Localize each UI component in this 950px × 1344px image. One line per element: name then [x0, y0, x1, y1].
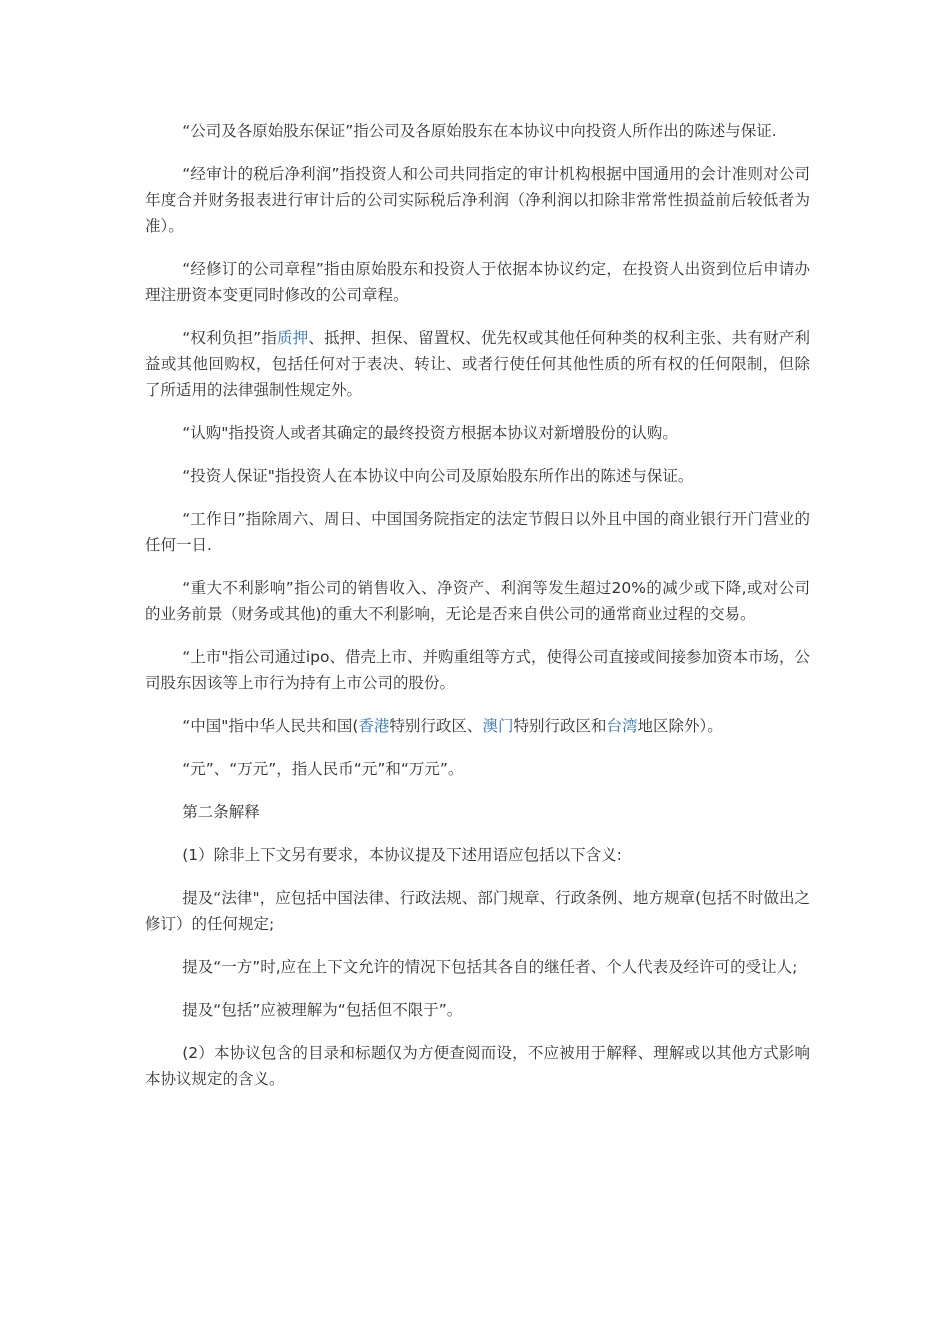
definition-currency: “元”、“万元”，指人民币“元”和“万元”。: [182, 760, 464, 778]
interpretation-law: 提及“法律"，应包括中国法律、行政法规、部门规章、行政条例、地方规章(包括不时做出之修订）的任何规定;: [145, 889, 810, 933]
interpretation-party: 提及“一方”时,应在上下文允许的情况下包括其各自的继任者、个人代表及经许可的受让人;: [182, 958, 798, 976]
definition-encumbrance: [145, 325, 810, 403]
definition-china: [145, 713, 810, 739]
taiwan-link[interactable]: 台湾: [606, 717, 638, 735]
china-text-start: “中国"指中华人民共和国(: [182, 717, 359, 735]
definition-investor-warranty: “投资人保证"指投资人在本协议中向公司及原始股东所作出的陈述与保证。: [182, 467, 694, 485]
definition-business-day: “工作日”指除周六、周日、中国国务院指定的法定节假日以外且中国的商业银行开门营业的任何一日.: [145, 510, 810, 554]
interpretation-clause-1: (1）除非上下文另有要求，本协议提及下述用语应包括以下含义:: [182, 846, 622, 864]
pledge-link[interactable]: 质押: [277, 329, 309, 347]
interpretation-including: 提及“包括”应被理解为“包括但不限于”。: [182, 1001, 463, 1019]
hong-kong-link[interactable]: 香港: [358, 717, 390, 735]
definition-amended-articles: “经修订的公司章程”指由原始股东和投资人于依据本协议约定，在投资人出资到位后申请办理注册资本变更同时修改的公司章程。: [145, 260, 810, 304]
definition-subscription: “认购"指投资人或者其确定的最终投资方根据本协议对新增股份的认购。: [182, 424, 678, 442]
definition-company-warranty: “公司及各原始股东保证”指公司及各原始股东在本协议中向投资人所作出的陈述与保证.: [182, 122, 777, 140]
china-text-end: 地区除外）。: [637, 717, 723, 735]
definition-listing: “上市"指公司通过ipo、借壳上市、并购重组等方式，使得公司直接或间接参加资本市场，公司股东因该等上市行为持有上市公司的股份。: [145, 648, 810, 692]
definition-material-adverse-effect: “重大不利影响”指公司的销售收入、净资产、利润等发生超过20%的减少或下降,或对公司的业务前景（财务或其他)的重大不利影响，无论是否来自供公司的通常商业过程的交易。: [145, 579, 810, 623]
interpretation-clause-2: (2）本协议包含的目录和标题仅为方便查阅而设，不应被用于解释、理解或以其他方式影响本协议规定的含义。: [145, 1044, 810, 1088]
macau-link[interactable]: 澳门: [482, 717, 514, 735]
china-text-mid1: 特别行政区、: [389, 717, 483, 735]
document-body: [145, 118, 810, 1109]
section-heading-interpretation: 第二条解释: [182, 803, 260, 821]
definition-audited-net-profit: “经审计的税后净利润”指投资人和公司共同指定的审计机构根据中国通用的会计准则对公司年度合并财务报表进行审计后的公司实际税后净利润（净利润以扣除非常常性损益前后较低者为准）。: [145, 165, 810, 235]
encumbrance-text-start: “权利负担”指: [182, 329, 278, 347]
china-text-mid2: 特别行政区和: [513, 717, 607, 735]
encumbrance-text-rest: 、抵押、担保、留置权、优先权或其他任何种类的权利主张、共有财产利益或其他回购权，包括任何对于表决、转让、或者行使任何其他性质的所有权的任何限制，但除了所适用的法律强制性规定外。: [145, 329, 810, 399]
